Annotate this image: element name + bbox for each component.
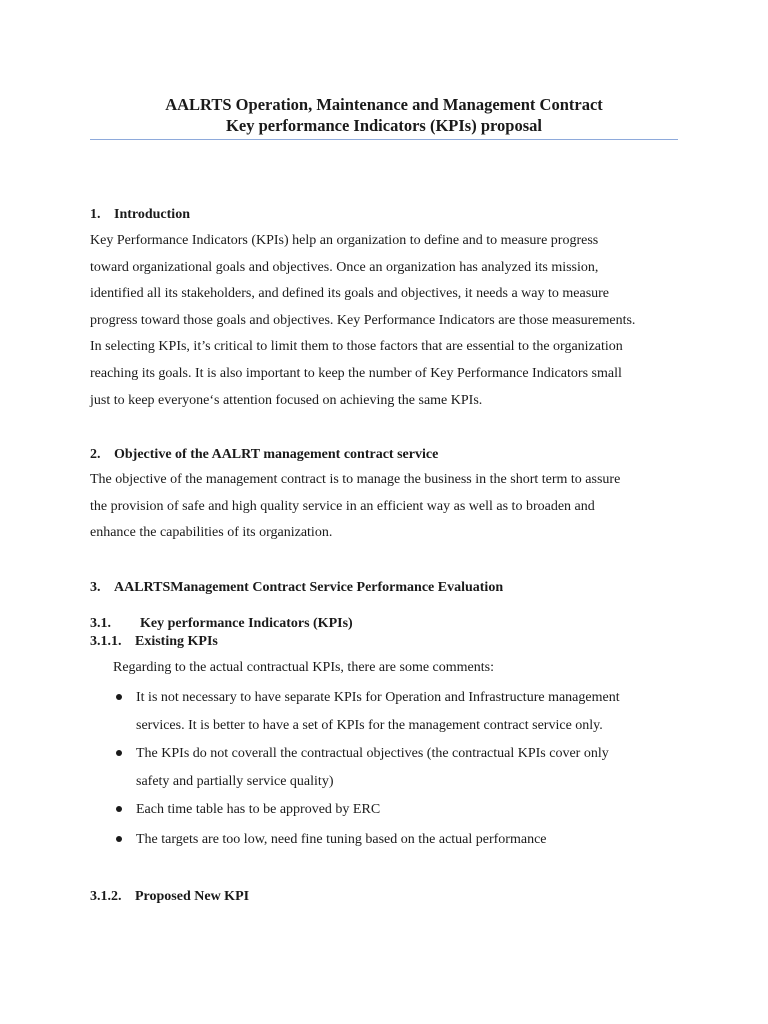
list-item [113,740,673,796]
heading-text: Key performance Indicators (KPIs) [140,616,353,631]
heading-proposed-kpi [90,888,249,906]
bullet-icon [116,750,122,756]
heading-text: Proposed New KPI [135,889,250,904]
heading-kpis [90,615,353,633]
text-line: reaching its goals. It is also important to keep the number of Key Performance Indicators small [90,365,622,381]
heading-number: 3.1.1. [90,634,122,649]
text-line: just to keep everyone‘s attention focused on achieving the same KPIs. [90,392,483,408]
bullet-icon [116,806,122,812]
title-line-2: Key performance Indicators (KPIs) proposal [226,116,542,135]
text-line: Each time table has to be approved by ERC [136,802,381,817]
heading-introduction [90,206,190,224]
existing-kpis-intro: Regarding to the actual contractual KPIs, there are some comments: [113,660,494,675]
title-line-1: AALRTS Operation, Maintenance and Management Contract [165,95,603,114]
heading-number: 3.1. [90,616,111,631]
document-title [90,94,678,136]
heading-existing-kpis [90,633,218,651]
heading-number: 3.1.2. [90,889,122,904]
heading-text: Introduction [114,207,190,222]
heading-number: 3. [90,580,101,595]
heading-objective [90,446,438,464]
text-line: progress toward those goals and objectives. Key Performance Indicators are those measurements. [90,312,636,328]
text-line: The KPIs do not coverall the contractual objectives (the contractual KPIs cover only [136,746,609,761]
bullet-icon [116,836,122,842]
heading-text: Existing KPIs [135,634,218,649]
heading-number: 2. [90,447,101,462]
paragraph-objective [90,467,690,547]
paragraph-introduction [90,228,690,414]
bullet-icon [116,694,122,700]
comments-list [113,684,673,854]
text-line: identified all its stakeholders, and defined its goals and objectives, it needs a way to measure [90,286,610,302]
text-line: services. It is better to have a set of KPIs for the management contract service only. [136,718,603,733]
list-item [113,826,673,854]
heading-performance-evaluation [90,579,503,597]
text-line: enhance the capabilities of its organization. [90,525,333,541]
text-line: Key Performance Indicators (KPIs) help an organization to define and to measure progress [90,233,599,248]
text-line: safety and partially service quality) [136,774,334,789]
title-divider [90,139,678,140]
list-item [113,684,673,740]
text-line: toward organizational goals and objectives. Once an organization has analyzed its mission, [90,259,599,275]
list-item [113,796,673,824]
text-line: In selecting KPIs, it’s critical to limit them to those factors that are essential to the organization [90,339,623,355]
text-line: It is not necessary to have separate KPIs for Operation and Infrastructure management [136,690,620,705]
heading-number: 1. [90,207,101,222]
heading-text: AALRTSManagement Contract Service Performance Evaluation [114,580,504,595]
text-line: the provision of safe and high quality service in an efficient way as well as to broaden and [90,498,595,514]
heading-text: Objective of the AALRT management contract service [114,447,439,462]
text-line: The targets are too low, need fine tuning based on the actual performance [136,832,547,847]
text-line: The objective of the management contract is to manage the business in the short term to assure [90,472,621,487]
